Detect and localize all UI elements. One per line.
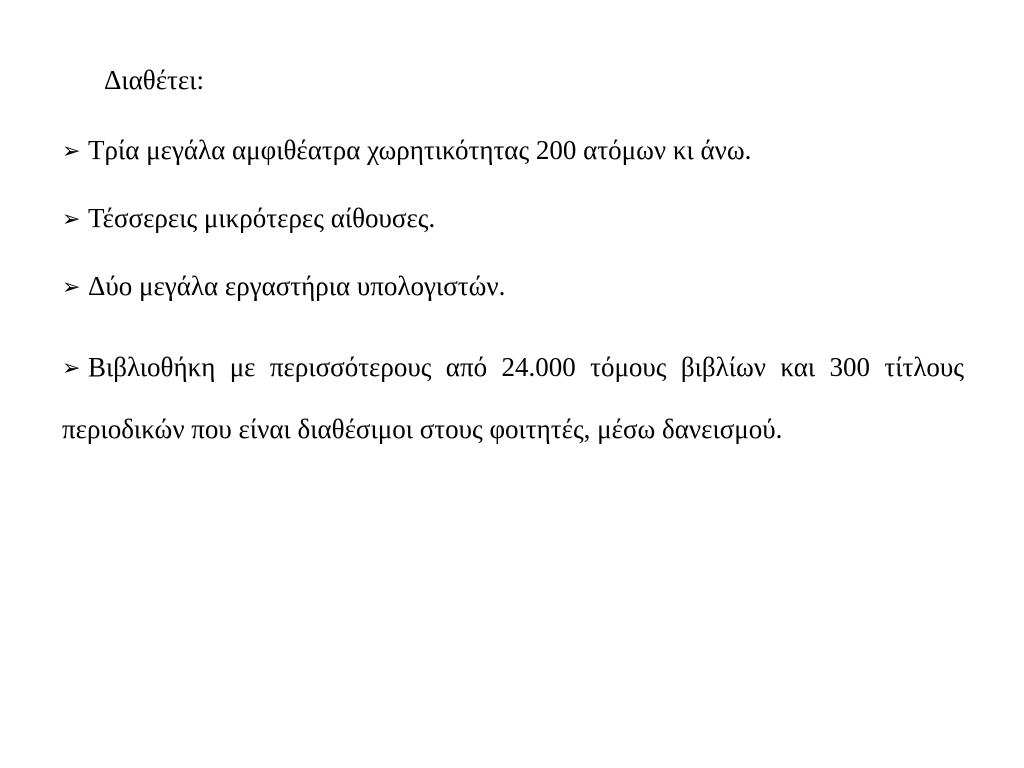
bullet-library (62, 337, 964, 460)
bullet-text: Βιβλιοθήκη με περισσότερους από 24.000 τόμους βιβλίων και 300 τίτλους περιοδικών που είναι διαθέσιμοι στους φοιτητές, μέσω δανεισμού. (62, 352, 964, 444)
arrow-bullet-icon: ➢ (62, 139, 81, 164)
arrow-bullet-icon: ➢ (62, 356, 81, 381)
bullet-rooms (62, 198, 964, 240)
bullet-text: Δύο μεγάλα εργαστήρια υπολογιστών. (88, 271, 506, 301)
intro-text: Διαθέτει: (104, 65, 204, 95)
arrow-bullet-icon: ➢ (62, 207, 81, 232)
bullet-computer-labs (62, 266, 964, 308)
arrow-bullet-icon: ➢ (62, 275, 81, 300)
bullet-text: Τέσσερεις μικρότερες αίθουσες. (88, 203, 436, 233)
bullet-text: Τρία μεγάλα αμφιθέατρα χωρητικότητας 200 ατόμων κι άνω. (88, 135, 752, 165)
bullet-amphitheaters (62, 130, 964, 172)
